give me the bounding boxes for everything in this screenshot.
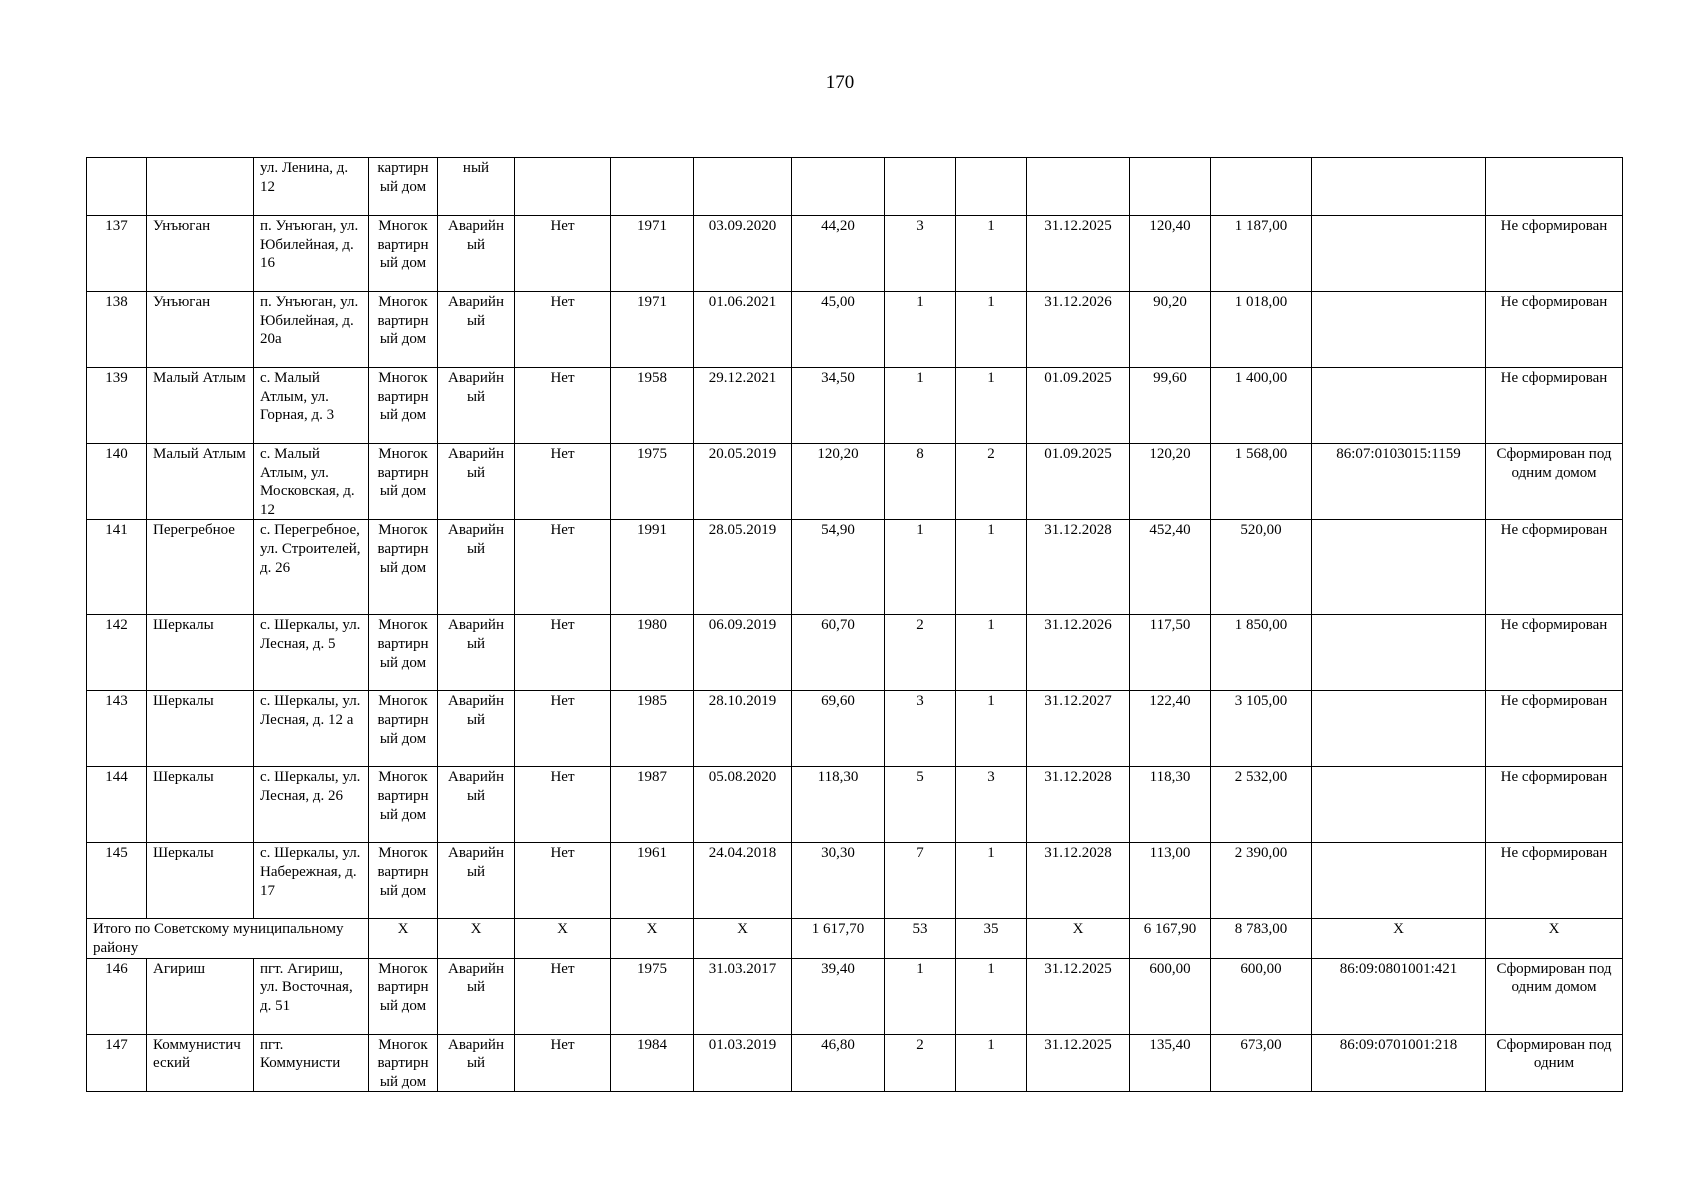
cell-recognized: Нет [515, 444, 611, 520]
cell-date: 28.05.2019 [694, 520, 792, 615]
total-cell-date: Х [694, 919, 792, 958]
cell-units: 1 [956, 843, 1027, 919]
cell-date: 05.08.2020 [694, 767, 792, 843]
total-cell-plot-area: 6 167,90 [1130, 919, 1211, 958]
cell-date: 28.10.2019 [694, 691, 792, 767]
cell-cadastre [1312, 843, 1486, 919]
table-row [87, 444, 1623, 520]
total-cell-condition: Х [438, 919, 515, 958]
cell-number: 143 [87, 691, 147, 767]
cell-plot-area: 113,00 [1130, 843, 1211, 919]
cell-status: Сформирован под одним домом [1486, 958, 1623, 1034]
cell-cost: 1 568,00 [1211, 444, 1312, 520]
cell-residents: 8 [885, 444, 956, 520]
cell-units: 1 [956, 216, 1027, 292]
cell-status: Не сформирован [1486, 216, 1623, 292]
total-cell-recognized: Х [515, 919, 611, 958]
cell-type: Многоквартирный дом [369, 691, 438, 767]
cell-address: с. Шеркалы, ул. Лесная, д. 12 а [254, 691, 369, 767]
table-row-carry [87, 158, 1623, 216]
cell-cost: 1 018,00 [1211, 292, 1312, 368]
cell-settlement: Шеркалы [147, 767, 254, 843]
page-number: 170 [825, 72, 855, 93]
cell-units: 1 [956, 368, 1027, 444]
cell-area: 45,00 [792, 292, 885, 368]
cell-deadline: 31.12.2025 [1027, 1034, 1130, 1092]
cell-type: Многоквартирный дом [369, 615, 438, 691]
cell-recognized: Нет [515, 520, 611, 615]
cell-recognized: Нет [515, 767, 611, 843]
cell-status: Не сформирован [1486, 368, 1623, 444]
cell-address: с. Шеркалы, ул. Лесная, д. 5 [254, 615, 369, 691]
cell-recognized: Нет [515, 615, 611, 691]
cell-type: Многоквартирный дом [369, 292, 438, 368]
table-row [87, 520, 1623, 615]
cell-plot-area: 135,40 [1130, 1034, 1211, 1092]
cell-year: 1985 [611, 691, 694, 767]
cell-area: 69,60 [792, 691, 885, 767]
cell-address: с. Перегребное, ул. Строителей, д. 26 [254, 520, 369, 615]
cell-residents: 5 [885, 767, 956, 843]
cell-residents: 1 [885, 958, 956, 1034]
cell-cost: 673,00 [1211, 1034, 1312, 1092]
cell-status: Не сформирован [1486, 767, 1623, 843]
cell-cost: 520,00 [1211, 520, 1312, 615]
cell-year: 1958 [611, 368, 694, 444]
cell-condition: Аварийный [438, 615, 515, 691]
cell-recognized: Нет [515, 292, 611, 368]
total-cell-type: Х [369, 919, 438, 958]
cell-status: Не сформирован [1486, 292, 1623, 368]
cell-cadastre [1312, 368, 1486, 444]
cell-number: 138 [87, 292, 147, 368]
cell-deadline: 01.09.2025 [1027, 368, 1130, 444]
cell-plot-area: 120,20 [1130, 444, 1211, 520]
cell-year: 1961 [611, 843, 694, 919]
table-body [87, 158, 1623, 1092]
cell-address: пгт. Агириш, ул. Восточная, д. 51 [254, 958, 369, 1034]
cell-residents: 7 [885, 843, 956, 919]
cell-settlement: Унъюган [147, 216, 254, 292]
cell-residents: 2 [885, 1034, 956, 1092]
cell-address: ул. Ленина, д. 12 [254, 158, 369, 216]
cell-year: 1971 [611, 292, 694, 368]
total-cell-area: 1 617,70 [792, 919, 885, 958]
cell-deadline: 31.12.2028 [1027, 520, 1130, 615]
cell-cadastre [1312, 520, 1486, 615]
cell-year: 1971 [611, 216, 694, 292]
cell-area: 34,50 [792, 368, 885, 444]
cell-deadline: 31.12.2028 [1027, 767, 1130, 843]
cell-status: Не сформирован [1486, 843, 1623, 919]
cell-number: 144 [87, 767, 147, 843]
cell-cost: 1 187,00 [1211, 216, 1312, 292]
table-row [87, 767, 1623, 843]
cell-plot-area: 99,60 [1130, 368, 1211, 444]
cell-area: 44,20 [792, 216, 885, 292]
cell-units: 1 [956, 691, 1027, 767]
cell-number: 142 [87, 615, 147, 691]
cell-plot-area: 117,50 [1130, 615, 1211, 691]
cell-cadastre [1312, 691, 1486, 767]
cell-condition: Аварийный [438, 368, 515, 444]
cell-residents: 2 [885, 615, 956, 691]
cell-year: 1987 [611, 767, 694, 843]
cell-condition: Аварийный [438, 767, 515, 843]
cell-deadline: 01.09.2025 [1027, 444, 1130, 520]
cell-cadastre: 86:09:0801001:421 [1312, 958, 1486, 1034]
total-cell-status: Х [1486, 919, 1623, 958]
cell-plot-area: 118,30 [1130, 767, 1211, 843]
cell-recognized: Нет [515, 691, 611, 767]
cell-address: с. Шеркалы, ул. Набережная, д. 17 [254, 843, 369, 919]
cell-settlement: Агириш [147, 958, 254, 1034]
cell-settlement: Перегребное [147, 520, 254, 615]
cell-number: 140 [87, 444, 147, 520]
cell-status: Не сформирован [1486, 691, 1623, 767]
cell-type: Многоквартирный дом [369, 767, 438, 843]
cell-condition: Аварийный [438, 843, 515, 919]
cell-recognized: Нет [515, 843, 611, 919]
cell-settlement: Шеркалы [147, 843, 254, 919]
cell-deadline: 31.12.2025 [1027, 958, 1130, 1034]
cell-settlement: Шеркалы [147, 691, 254, 767]
cell-area: 46,80 [792, 1034, 885, 1092]
housing-registry-table [86, 157, 1623, 1092]
cell-date: 06.09.2019 [694, 615, 792, 691]
cell-date: 31.03.2017 [694, 958, 792, 1034]
cell-residents: 3 [885, 691, 956, 767]
total-cell-cadastre: Х [1312, 919, 1486, 958]
cell-date: 03.09.2020 [694, 216, 792, 292]
cell-status: Не сформирован [1486, 520, 1623, 615]
cell-residents: 3 [885, 216, 956, 292]
cell-number: 145 [87, 843, 147, 919]
total-cell-deadline: Х [1027, 919, 1130, 958]
cell-deadline: 31.12.2026 [1027, 292, 1130, 368]
cell-area: 120,20 [792, 444, 885, 520]
cell-residents: 1 [885, 292, 956, 368]
cell-deadline: 31.12.2028 [1027, 843, 1130, 919]
cell-units: 3 [956, 767, 1027, 843]
cell-date: 01.06.2021 [694, 292, 792, 368]
cell-address: пгт. Коммунисти [254, 1034, 369, 1092]
cell-year: 1975 [611, 958, 694, 1034]
total-cell-residents: 53 [885, 919, 956, 958]
total-cell-cost: 8 783,00 [1211, 919, 1312, 958]
cell-cost: 600,00 [1211, 958, 1312, 1034]
cell-plot-area: 600,00 [1130, 958, 1211, 1034]
cell-cost: 2 390,00 [1211, 843, 1312, 919]
cell-condition: Аварийный [438, 691, 515, 767]
cell-address: с. Малый Атлым, ул. Московская, д. 12 [254, 444, 369, 520]
cell-cadastre [1312, 767, 1486, 843]
cell-cost: 1 850,00 [1211, 615, 1312, 691]
cell-number: 137 [87, 216, 147, 292]
cell-area: 39,40 [792, 958, 885, 1034]
cell-date: 20.05.2019 [694, 444, 792, 520]
cell-condition: Аварийный [438, 216, 515, 292]
cell-condition: ный [438, 158, 515, 216]
cell-recognized: Нет [515, 1034, 611, 1092]
cell-year: 1975 [611, 444, 694, 520]
cell-condition: Аварийный [438, 292, 515, 368]
cell-type: Многоквартирный дом [369, 444, 438, 520]
table-row [87, 843, 1623, 919]
cell-deadline: 31.12.2025 [1027, 216, 1130, 292]
cell-deadline: 31.12.2027 [1027, 691, 1130, 767]
cell-status: Сформирован под одним [1486, 1034, 1623, 1092]
total-cell-units: 35 [956, 919, 1027, 958]
cell-type: картирный дом [369, 158, 438, 216]
cell-date: 29.12.2021 [694, 368, 792, 444]
cell-settlement: Унъюган [147, 292, 254, 368]
table-row [87, 368, 1623, 444]
cell-deadline: 31.12.2026 [1027, 615, 1130, 691]
cell-type: Многоквартирный дом [369, 843, 438, 919]
table-row [87, 292, 1623, 368]
cell-type: Многоквартирный дом [369, 520, 438, 615]
cell-type: Многоквартирный дом [369, 1034, 438, 1092]
cell-condition: Аварийный [438, 520, 515, 615]
cell-condition: Аварийный [438, 958, 515, 1034]
cell-cadastre [1312, 292, 1486, 368]
cell-type: Многоквартирный дом [369, 216, 438, 292]
cell-residents: 1 [885, 520, 956, 615]
cell-plot-area: 120,40 [1130, 216, 1211, 292]
cell-recognized: Нет [515, 958, 611, 1034]
cell-units: 1 [956, 292, 1027, 368]
cell-number: 147 [87, 1034, 147, 1092]
cell-year: 1991 [611, 520, 694, 615]
cell-recognized: Нет [515, 368, 611, 444]
table-row [87, 1034, 1623, 1092]
cell-area: 30,30 [792, 843, 885, 919]
table-row [87, 691, 1623, 767]
cell-address: с. Шеркалы, ул. Лесная, д. 26 [254, 767, 369, 843]
table-row [87, 615, 1623, 691]
cell-units: 1 [956, 958, 1027, 1034]
cell-cadastre: 86:07:0103015:1159 [1312, 444, 1486, 520]
cell-plot-area: 452,40 [1130, 520, 1211, 615]
cell-recognized: Нет [515, 216, 611, 292]
table-row [87, 216, 1623, 292]
cell-units: 2 [956, 444, 1027, 520]
cell-settlement: Коммунистический [147, 1034, 254, 1092]
cell-cost: 3 105,00 [1211, 691, 1312, 767]
cell-type: Многоквартирный дом [369, 958, 438, 1034]
cell-date: 01.03.2019 [694, 1034, 792, 1092]
cell-plot-area: 122,40 [1130, 691, 1211, 767]
cell-residents: 1 [885, 368, 956, 444]
table-row [87, 958, 1623, 1034]
cell-settlement: Малый Атлым [147, 368, 254, 444]
cell-cost: 1 400,00 [1211, 368, 1312, 444]
cell-address: п. Унъюган, ул. Юбилейная, д. 16 [254, 216, 369, 292]
cell-settlement: Шеркалы [147, 615, 254, 691]
cell-address: с. Малый Атлым, ул. Горная, д. 3 [254, 368, 369, 444]
cell-number: 141 [87, 520, 147, 615]
table-row-total [87, 919, 1623, 958]
cell-area: 60,70 [792, 615, 885, 691]
cell-date: 24.04.2018 [694, 843, 792, 919]
cell-number: 139 [87, 368, 147, 444]
cell-cadastre [1312, 615, 1486, 691]
cell-type: Многоквартирный дом [369, 368, 438, 444]
total-label: Итого по Советскому муниципальному району [87, 919, 369, 958]
cell-status: Сформирован под одним домом [1486, 444, 1623, 520]
total-cell-year: Х [611, 919, 694, 958]
cell-area: 54,90 [792, 520, 885, 615]
cell-units: 1 [956, 615, 1027, 691]
cell-area: 118,30 [792, 767, 885, 843]
cell-year: 1984 [611, 1034, 694, 1092]
cell-cost: 2 532,00 [1211, 767, 1312, 843]
cell-cadastre [1312, 216, 1486, 292]
cell-units: 1 [956, 520, 1027, 615]
cell-units: 1 [956, 1034, 1027, 1092]
cell-plot-area: 90,20 [1130, 292, 1211, 368]
cell-cadastre: 86:09:0701001:218 [1312, 1034, 1486, 1092]
cell-number: 146 [87, 958, 147, 1034]
cell-year: 1980 [611, 615, 694, 691]
cell-status: Не сформирован [1486, 615, 1623, 691]
cell-condition: Аварийный [438, 1034, 515, 1092]
cell-condition: Аварийный [438, 444, 515, 520]
cell-settlement: Малый Атлым [147, 444, 254, 520]
cell-address: п. Унъюган, ул. Юбилейная, д. 20а [254, 292, 369, 368]
